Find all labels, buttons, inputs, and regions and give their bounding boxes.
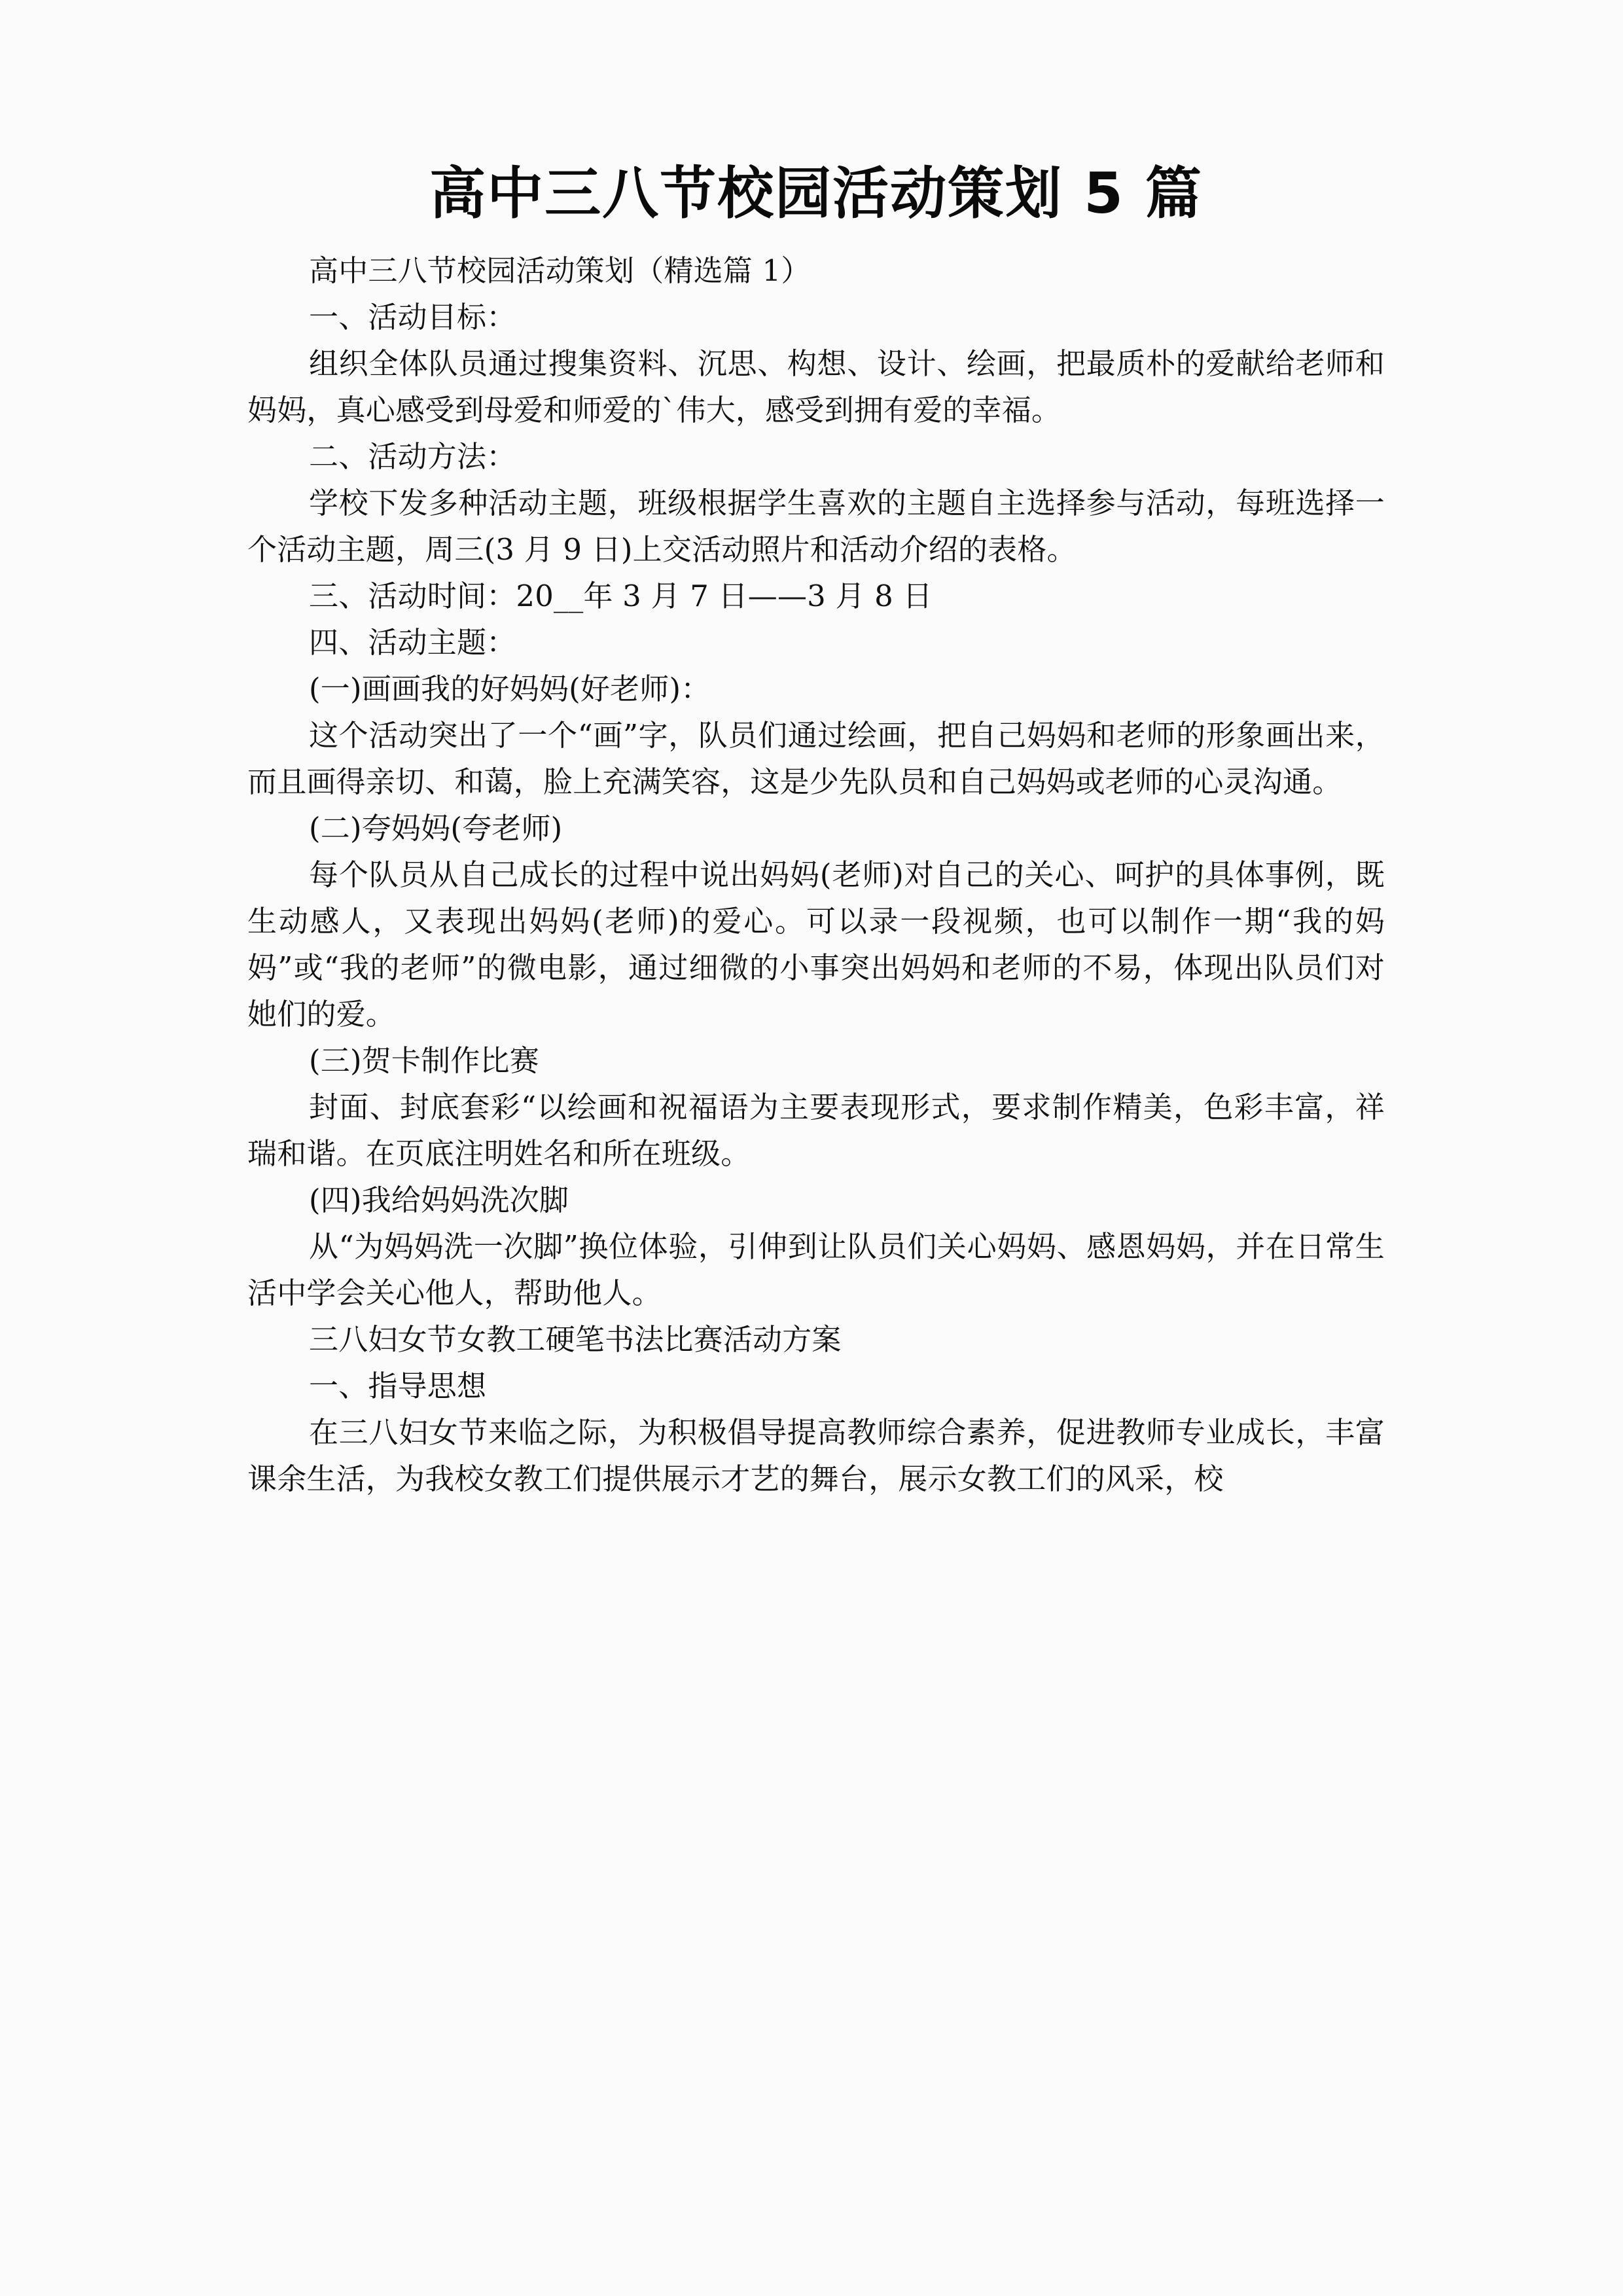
theme-body-praise-mom: 每个队员从自己成长的过程中说出妈妈(老师)对自己的关心、呵护的具体事例，既生动感人，又表现出妈妈(老师)的爱心。可以录一段视频，也可以制作一期“我的妈妈”或“我的老师”的微电影，通过细微的小事突出妈妈和老师的不易，体现出队员们对她们的爱。 (247, 857, 1385, 1031)
theme-heading-greeting-card: (三)贺卡制作比赛 (309, 1043, 539, 1078)
section-body-activity-goal: 组织全体队员通过搜集资料、沉思、构想、设计、绘画，把最质朴的爱献给老师和妈妈，真心感受到母爱和师爱的`伟大，感受到拥有爱的幸福。 (247, 346, 1385, 427)
section-heading-activity-theme: 四、活动主题： (309, 625, 516, 660)
subtitle-line: 高中三八节校园活动策划（精选篇 1） (309, 253, 811, 288)
section-heading-activity-goal: 一、活动目标： (309, 300, 516, 334)
section-body-activity-method: 学校下发多种活动主题，班级根据学生喜欢的主题自主选择参与活动，每班选择一个活动主题，周三(3 月 9 日)上交活动照片和活动介绍的表格。 (247, 486, 1385, 567)
section-heading-activity-time: 三、活动时间：20__年 3 月 7 日——3 月 8 日 (309, 579, 933, 613)
document-content (247, 154, 1385, 1502)
theme-body-greeting-card: 封面、封底套彩“以绘画和祝福语为主要表现形式，要求制作精美，色彩丰富，祥瑞和谐。在页底注明姓名和所在班级。 (247, 1090, 1385, 1171)
part-two-section-heading-guiding-ideology: 一、指导思想 (309, 1369, 487, 1403)
theme-heading-wash-feet: (四)我给妈妈洗次脚 (309, 1183, 569, 1217)
section-heading-activity-method: 二、活动方法： (309, 439, 516, 474)
theme-body-draw-mom: 这个活动突出了一个“画”字，队员们通过绘画，把自己妈妈和老师的形象画出来，而且画得亲切、和蔼，脸上充满笑容，这是少先队员和自己妈妈或老师的心灵沟通。 (247, 718, 1385, 799)
page-title: 高中三八节校园活动策划 5 篇 (429, 161, 1203, 226)
theme-body-wash-feet: 从“为妈妈洗一次脚”换位体验，引伸到让队员们关心妈妈、感恩妈妈，并在日常生活中学会关心他人，帮助他人。 (247, 1229, 1385, 1310)
part-two-title: 三八妇女节女教工硬笔书法比赛活动方案 (309, 1322, 842, 1357)
theme-heading-draw-mom: (一)画画我的好妈妈(好老师)： (309, 672, 711, 706)
part-two-section-body-guiding-ideology: 在三八妇女节来临之际，为积极倡导提高教师综合素养，促进教师专业成长，丰富课余生活，为我校女教工们提供展示才艺的舞台，展示女教工们的风采，校 (247, 1415, 1385, 1496)
theme-heading-praise-mom: (二)夸妈妈(夸老师) (309, 811, 563, 846)
